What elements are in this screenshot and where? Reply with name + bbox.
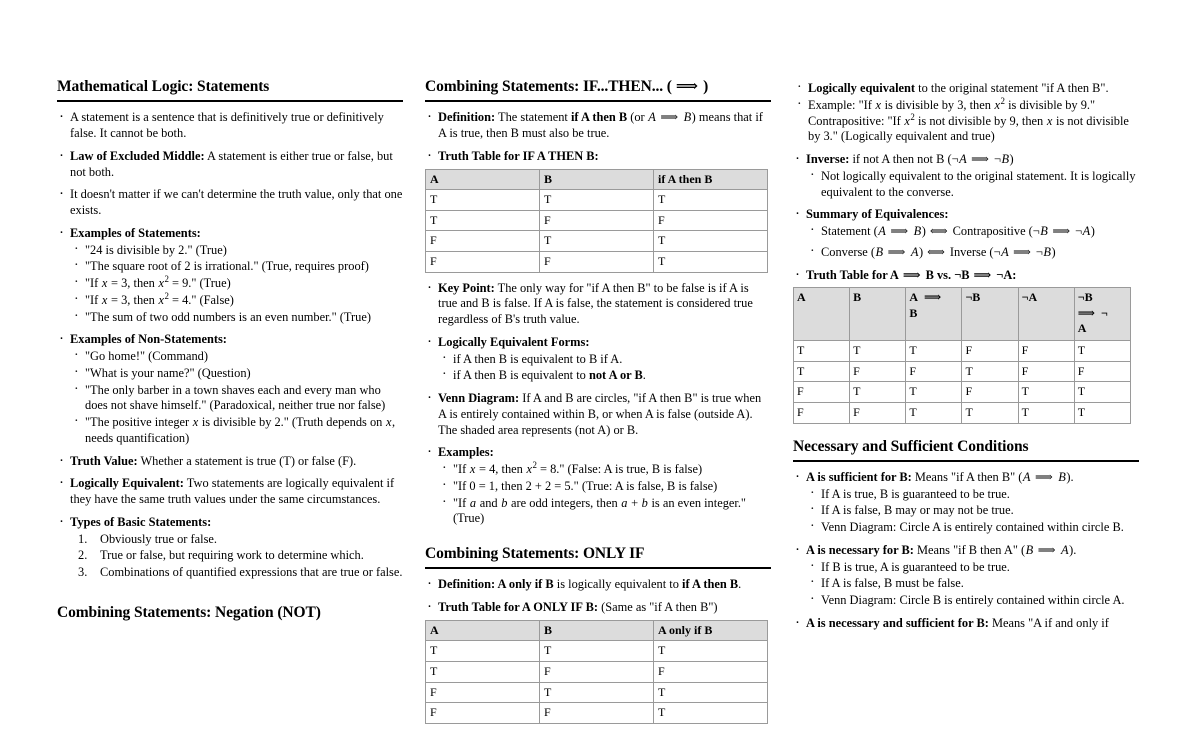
item-label: Examples of Statements: bbox=[70, 225, 201, 240]
list-item-definition: · Definition: A only if B is logically equivalent to if A then B. bbox=[425, 577, 771, 593]
item-label: A is necessary for B: bbox=[806, 542, 914, 557]
list-item: · If A is true, B is guaranteed to be true. bbox=[806, 487, 1139, 503]
table-header-cell: B bbox=[540, 620, 654, 641]
table-cell: T bbox=[540, 231, 654, 252]
table-cell: T bbox=[540, 190, 654, 211]
table-cell: T bbox=[654, 703, 768, 724]
table-cell: F bbox=[794, 382, 850, 403]
summary-sublist bbox=[806, 224, 1139, 261]
table-row bbox=[426, 190, 768, 211]
column-3 bbox=[793, 80, 1139, 639]
list-item: · "The only barber in a town shaves each and every man who does not shave himself." (Paradoxical, neither true nor false) bbox=[70, 383, 403, 415]
table-row bbox=[794, 403, 1131, 424]
list-item: · Logically equivalent to the original statement "if A then B". bbox=[793, 81, 1139, 97]
table-header-cell: A bbox=[426, 620, 540, 641]
exponent: 2 bbox=[910, 111, 915, 122]
table-cell: T bbox=[654, 190, 768, 211]
table-cell: F bbox=[794, 403, 850, 424]
list-item: · Law of Excluded Middle: A statement is either true or false, but not both. bbox=[57, 149, 403, 181]
list-item: · If A is false, B may or may not be true. bbox=[806, 503, 1139, 519]
section-spacer bbox=[425, 534, 771, 545]
math-variable-x: x bbox=[875, 97, 881, 112]
if-then-list-continued bbox=[425, 281, 771, 528]
table-row bbox=[426, 682, 768, 703]
table-header-cell: if A then B bbox=[654, 169, 768, 190]
list-item: · "If a and b are odd integers, then a + b is an even integer." (True) bbox=[438, 496, 771, 528]
item-label: Logically Equivalent Forms: bbox=[438, 334, 590, 349]
necessary-sublist bbox=[806, 560, 1139, 609]
table-cell: F bbox=[654, 210, 768, 231]
list-item-necessary: · A is necessary for B: Means "if B then A" (B ⟹ A). · If B is true, A is guaranteed to be true. · If A is false, B must be false. · Venn Diagram: Circle B is entirely contained within circle A. bbox=[793, 543, 1139, 609]
item-label: Law of Excluded Middle: bbox=[70, 148, 205, 163]
table-cell: F bbox=[540, 210, 654, 231]
exponent: 2 bbox=[532, 459, 537, 470]
item-label: Summary of Equivalences: bbox=[806, 207, 949, 222]
item-label: Truth Table for A ⟹ B vs. ¬B ⟹ ¬A: bbox=[806, 267, 1017, 282]
table-header-cell: ¬B bbox=[962, 288, 1018, 341]
math-variable-x: x bbox=[994, 97, 1001, 112]
implies-symbol: ⟹ bbox=[971, 152, 989, 166]
math-variable-A: A bbox=[648, 110, 656, 125]
table-row bbox=[426, 641, 768, 662]
table-header-cell: A bbox=[426, 169, 540, 190]
list-item: · If B is true, A is guaranteed to be true. bbox=[806, 560, 1139, 576]
list-item: · if A then B is equivalent to not A or B. bbox=[438, 368, 771, 384]
section-heading-statements: Mathematical Logic: Statements bbox=[57, 78, 270, 95]
math-variable-B: B bbox=[1058, 469, 1066, 484]
math-variable-a: a bbox=[469, 495, 477, 510]
list-item-inverse: · Inverse: if not A then not B (¬A ⟹ ¬B) · Not logically equivalent to the original statement. It is logically equivalent to the converse. bbox=[793, 152, 1139, 200]
not-symbol: ¬ bbox=[1075, 224, 1083, 238]
table-cell: F bbox=[906, 361, 962, 382]
item-label: Examples: bbox=[438, 445, 494, 460]
math-variable-x: x bbox=[101, 276, 108, 291]
column-2 bbox=[425, 78, 771, 732]
math-variable-x: x bbox=[101, 292, 108, 307]
implies-symbol: ⟹ bbox=[660, 110, 679, 125]
table-header-row bbox=[426, 169, 768, 190]
table-header-row bbox=[794, 288, 1131, 341]
table-cell: T bbox=[1018, 403, 1074, 424]
column-1 bbox=[57, 78, 403, 626]
table-cell: F bbox=[540, 251, 654, 272]
exponent: 2 bbox=[164, 290, 169, 301]
table-header-cell: B bbox=[850, 288, 906, 341]
list-item: · It doesn't matter if we can't determine the truth value, only that one exists. bbox=[57, 187, 403, 219]
math-variable-b: b bbox=[641, 495, 648, 510]
list-item-definition: · Definition: The statement if A then B (or A ⟹ B) means that if A is true, then B must also be true. bbox=[425, 110, 771, 142]
math-variable-B: B bbox=[1043, 244, 1051, 259]
equivalent-forms-sublist bbox=[438, 352, 771, 385]
list-item-truth-table-label bbox=[425, 149, 771, 165]
table-header-cell: B bbox=[540, 169, 654, 190]
table-cell: T bbox=[1074, 403, 1130, 424]
truth-table-a-only-if-b bbox=[425, 620, 768, 724]
basic-types-numbered-list bbox=[70, 532, 403, 581]
list-item: · "Go home!" (Command) bbox=[70, 349, 403, 365]
heading-rule bbox=[425, 100, 771, 102]
truth-table-contrapositive bbox=[793, 287, 1131, 423]
list-item-examples bbox=[57, 226, 403, 326]
list-item-examples bbox=[425, 445, 771, 527]
list-item: · Converse (B ⟹ A) ⟺ Inverse (¬A ⟹ ¬B) bbox=[806, 245, 1139, 261]
math-variable-A: A bbox=[959, 152, 967, 166]
list-item: · "The sum of two odd numbers is an even number." (True) bbox=[70, 310, 403, 326]
item-label: Venn Diagram: bbox=[438, 391, 520, 405]
list-item: · "The square root of 2 is irrational." (True, requires proof) bbox=[70, 259, 403, 275]
table-cell: T bbox=[1074, 341, 1130, 362]
not-symbol: ¬ bbox=[1035, 244, 1043, 259]
list-item: Obviously true or false. bbox=[100, 531, 217, 546]
section-heading-necessary-sufficient: Necessary and Sufficient Conditions bbox=[793, 437, 1029, 455]
table-cell: T bbox=[794, 341, 850, 362]
list-item: · "If x = 3, then $x^2 = 4$." (False) bbox=[70, 293, 403, 309]
list-item: True or false, but requiring work to determine which. bbox=[100, 548, 364, 563]
math-variable-A: A bbox=[1060, 542, 1069, 557]
table-header-cell: A ⟹ B bbox=[906, 288, 962, 341]
item-label: Types of Basic Statements: bbox=[70, 514, 212, 529]
exponent: 2 bbox=[1000, 95, 1005, 106]
table-row bbox=[794, 341, 1131, 362]
table-cell: T bbox=[906, 382, 962, 403]
table-cell: F bbox=[426, 703, 540, 724]
table-cell: T bbox=[654, 641, 768, 662]
list-item-sufficient: · A is sufficient for B: Means "if A then B" (A ⟹ B). · If A is true, B is guaranteed to be true. · If A is false, B may or may not be true. · Venn Diagram: Circle A is entirely contained within circle B. bbox=[793, 470, 1139, 536]
table-cell: F bbox=[426, 682, 540, 703]
math-variable-b: b bbox=[501, 495, 508, 510]
list-item: · "The positive integer x is divisible by 2." (Truth depends on x, needs quantification) bbox=[70, 415, 403, 447]
math-variable-A: A bbox=[1082, 224, 1091, 238]
list-item-venn-diagram: · Venn Diagram: If A and B are circles, "if A then B" is true when A is entirely contained within B, or when A is false (outside A). The shaded area represents (not A) or B. bbox=[425, 391, 771, 438]
implies-symbol: ⟹ bbox=[1034, 469, 1053, 484]
implies-symbol: ⟹ bbox=[1013, 244, 1031, 259]
not-symbol: ¬ bbox=[996, 267, 1004, 282]
non-statements-sublist bbox=[70, 349, 403, 447]
math-variable-x: x bbox=[192, 415, 199, 430]
table-row bbox=[426, 251, 768, 272]
not-symbol: ¬ bbox=[1077, 290, 1085, 305]
table-cell: F bbox=[962, 382, 1018, 403]
table-cell: F bbox=[962, 341, 1018, 362]
item-label: Truth Value: bbox=[70, 453, 138, 468]
math-variable-A: A bbox=[910, 244, 919, 259]
exponent: 2 bbox=[164, 273, 169, 284]
math-variable-B: B bbox=[875, 244, 884, 259]
section-heading-negation: Combining Statements: Negation (NOT) bbox=[57, 603, 321, 621]
math-variable-x: x bbox=[904, 113, 910, 128]
table-cell: T bbox=[1018, 382, 1074, 403]
table-cell: F bbox=[654, 661, 768, 682]
not-symbol: ¬ bbox=[993, 244, 1001, 259]
examples-sublist bbox=[70, 243, 403, 326]
math-variable-x: x bbox=[469, 462, 476, 476]
list-item-necessary-and-sufficient: · A is necessary and sufficient for B: Means "A if and only if bbox=[793, 616, 1139, 632]
truth-table-if-a-then-b bbox=[425, 169, 768, 273]
math-variable-x: x bbox=[526, 462, 532, 476]
list-item: · If A is false, B must be false. bbox=[806, 576, 1139, 592]
table-row bbox=[794, 361, 1131, 382]
table-cell: F bbox=[540, 661, 654, 682]
list-item: Combinations of quantified expressions that are true or false. bbox=[100, 565, 403, 580]
list-item: · if A then B is equivalent to B if A. bbox=[438, 352, 771, 368]
only-if-list bbox=[425, 577, 771, 616]
implies-symbol: ⟹ bbox=[902, 267, 921, 282]
list-item: · "If x = 4, then $x^2 = 8$." (False: A is true, B is false) bbox=[438, 462, 771, 478]
table-cell: T bbox=[654, 682, 768, 703]
section-heading-only-if: Combining Statements: ONLY IF bbox=[425, 545, 645, 562]
list-item: · Logically Equivalent: Two statements are logically equivalent if they have the same truth values under the same circumstances. bbox=[57, 476, 403, 508]
table-header-cell: ¬B ⟹ ¬ A bbox=[1074, 288, 1130, 341]
list-item-truth-table-label bbox=[793, 268, 1139, 284]
math-variable-B: B bbox=[1040, 224, 1048, 238]
iff-symbol: ⟺ bbox=[929, 224, 948, 238]
table-cell: T bbox=[540, 641, 654, 662]
heading-rule bbox=[425, 567, 771, 569]
table-cell: F bbox=[540, 703, 654, 724]
implies-symbol: ⟹ bbox=[1037, 542, 1056, 557]
math-variable-B: B bbox=[683, 110, 692, 125]
list-item: · "What is your name?" (Question) bbox=[70, 366, 403, 382]
not-symbol: ¬ bbox=[951, 152, 959, 166]
table-cell: T bbox=[654, 231, 768, 252]
table-header-cell: A bbox=[794, 288, 850, 341]
item-label: A is necessary and sufficient for B: bbox=[806, 615, 989, 630]
list-item: · Not logically equivalent to the original statement. It is logically equivalent to the converse. bbox=[806, 169, 1139, 201]
math-variable-A: A bbox=[1022, 469, 1031, 484]
item-label: Truth Table for A ONLY IF B: bbox=[438, 600, 598, 615]
not-symbol: ¬ bbox=[1100, 305, 1108, 320]
math-variable-B: B bbox=[1001, 152, 1010, 166]
heading-rule bbox=[57, 100, 403, 102]
table-cell: T bbox=[962, 361, 1018, 382]
math-variable-A: A bbox=[1001, 244, 1009, 259]
list-item: · Truth Value: Whether a statement is true (T) or false (F). bbox=[57, 454, 403, 470]
list-item-summary bbox=[793, 207, 1139, 260]
list-item: · "If x = 3, then $x^2 = 9$." (True) bbox=[70, 276, 403, 292]
implies-symbol: ⟹ bbox=[973, 267, 992, 282]
table-cell: T bbox=[906, 403, 962, 424]
list-item-key-point: · Key Point: The only way for "if A then B" to be false is if A is true and B is false. If A is false, the statement is considered true regardless of B's truth value. bbox=[425, 281, 771, 328]
section-spacer bbox=[57, 588, 403, 604]
item-label: Examples of Non-Statements: bbox=[70, 332, 227, 347]
list-item: · Venn Diagram: Circle A is entirely contained within circle B. bbox=[806, 520, 1139, 536]
table-row bbox=[426, 703, 768, 724]
table-row bbox=[426, 210, 768, 231]
item-label: A is sufficient for B: bbox=[806, 469, 912, 484]
math-variable-x: x bbox=[1046, 113, 1053, 128]
section-heading-if-then: Combining Statements: IF...THEN... ( ⟹ ) bbox=[425, 78, 709, 95]
list-item: · "24 is divisible by 2." (True) bbox=[70, 243, 403, 259]
table-cell: T bbox=[962, 403, 1018, 424]
table-row bbox=[794, 382, 1131, 403]
implies-symbol: ⟹ bbox=[923, 290, 942, 305]
table-cell: T bbox=[906, 341, 962, 362]
table-cell: T bbox=[850, 382, 906, 403]
table-cell: T bbox=[426, 641, 540, 662]
math-variable-x: x bbox=[158, 276, 164, 291]
table-cell: T bbox=[794, 361, 850, 382]
math-variable-a: a bbox=[621, 495, 628, 510]
table-cell: T bbox=[426, 190, 540, 211]
table-cell: F bbox=[426, 231, 540, 252]
not-symbol: ¬ bbox=[993, 152, 1001, 166]
list-item: · Venn Diagram: Circle B is entirely contained within circle A. bbox=[806, 593, 1139, 609]
table-cell: F bbox=[1074, 361, 1130, 382]
table-header-row bbox=[426, 620, 768, 641]
item-label: Truth Table for IF A THEN B: bbox=[438, 148, 599, 163]
heading-rule bbox=[793, 460, 1139, 462]
table-cell: T bbox=[426, 661, 540, 682]
examples-sublist bbox=[438, 459, 771, 527]
math-variable-A: A bbox=[878, 224, 886, 238]
math-variable-x: x bbox=[385, 415, 392, 430]
table-cell: T bbox=[654, 251, 768, 272]
table-cell: F bbox=[1018, 341, 1074, 362]
math-variable-B: B bbox=[1025, 542, 1034, 557]
item-label: Logically Equivalent: bbox=[70, 476, 184, 491]
sufficient-sublist bbox=[806, 487, 1139, 536]
item-label: Inverse: bbox=[806, 152, 850, 166]
table-cell: F bbox=[850, 361, 906, 382]
math-variable-B: B bbox=[913, 224, 922, 238]
not-symbol: ¬ bbox=[1032, 224, 1040, 238]
list-item: · A statement is a sentence that is definitively true or definitively false. It cannot be both. bbox=[57, 110, 403, 142]
table-row bbox=[426, 661, 768, 682]
inverse-summary-list bbox=[793, 152, 1139, 283]
list-item: · Example: "If x is divisible by 3, then $x^2$ is divisible by 9." Contrapositive: "If $x^2$ is not divisible by 9, then x is not divisible by 3." (Logically equivalent and true) bbox=[793, 98, 1139, 145]
list-item-equivalent-forms bbox=[425, 335, 771, 384]
table-row bbox=[426, 231, 768, 252]
table-cell: F bbox=[850, 403, 906, 424]
table-cell: T bbox=[850, 341, 906, 362]
implies-symbol: ⟹ bbox=[1077, 305, 1095, 320]
statements-list bbox=[57, 110, 403, 581]
list-item-truth-table-label: · Truth Table for A ONLY IF B: (Same as "if A then B") bbox=[425, 600, 771, 616]
math-variable-x: x bbox=[158, 292, 164, 307]
table-header-cell: ¬A bbox=[1018, 288, 1074, 341]
if-then-list bbox=[425, 110, 771, 164]
implies-symbol: ⟹ bbox=[890, 224, 909, 238]
iff-symbol: ⟺ bbox=[927, 244, 945, 259]
not-symbol: ¬ bbox=[954, 267, 962, 282]
table-cell: F bbox=[426, 251, 540, 272]
table-cell: T bbox=[540, 682, 654, 703]
list-item-basic-types bbox=[57, 515, 403, 581]
list-item: · Statement (A ⟹ B) ⟺ Contrapositive (¬B ⟹ ¬A) bbox=[806, 224, 1139, 240]
item-label: Definition: bbox=[438, 110, 496, 125]
table-cell: T bbox=[1074, 382, 1130, 403]
inverse-sublist bbox=[806, 169, 1139, 201]
contrapositive-sublist bbox=[793, 81, 1139, 145]
item-label: Key Point: bbox=[438, 280, 495, 295]
table-cell: T bbox=[426, 210, 540, 231]
list-item: · "If 0 = 1, then 2 + 2 = 5." (True: A is false, B is false) bbox=[438, 479, 771, 495]
necessary-sufficient-list bbox=[793, 470, 1139, 632]
implies-symbol: ⟹ bbox=[887, 244, 906, 259]
implies-symbol: ⟹ bbox=[1052, 224, 1071, 238]
table-header-cell: A only if B bbox=[654, 620, 768, 641]
implies-symbol: ⟹ bbox=[675, 78, 699, 95]
table-cell: F bbox=[1018, 361, 1074, 382]
list-item-non-statements bbox=[57, 332, 403, 446]
item-label: Definition: bbox=[438, 577, 496, 592]
